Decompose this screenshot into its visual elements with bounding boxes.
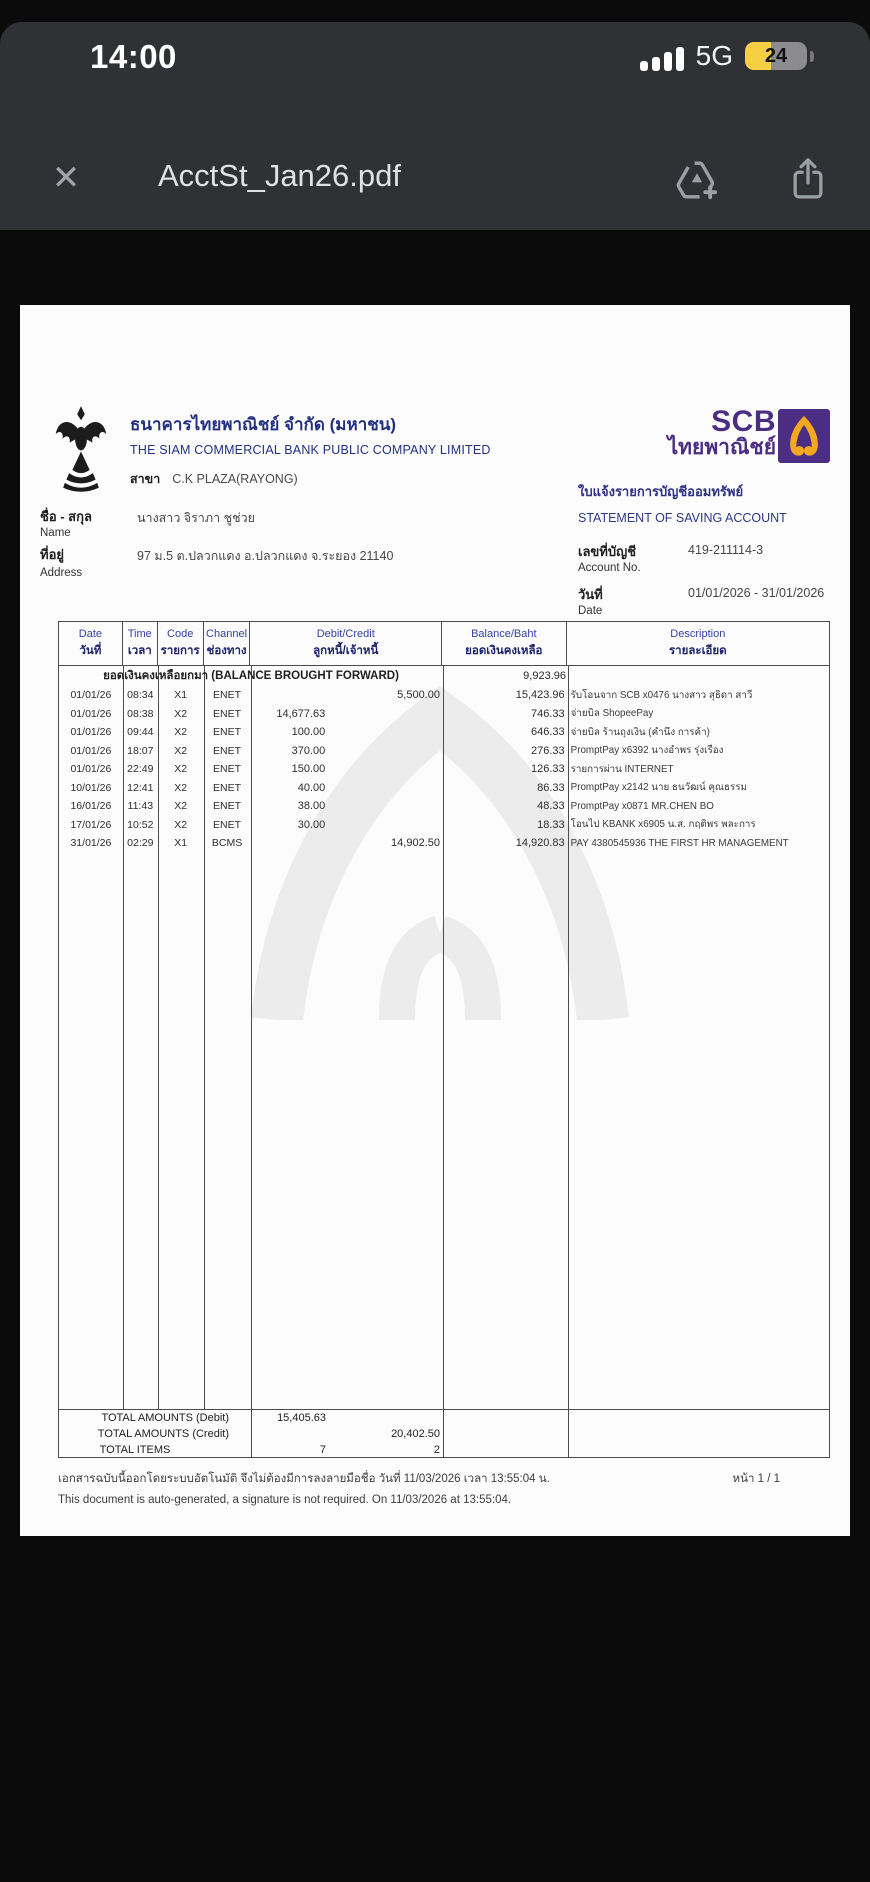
signal-bars-icon [640,41,684,71]
pdf-title: AcctSt_Jan26.pdf [158,158,401,193]
table-header: Date วันที่ Time เวลา Code รายการ Channel ช่องทาง Debit/Credit ลูกหนี้/เจ้าหนี้ Balance/Baht ยอดเงินคงเหลือ Description รายละเอียด [59,622,829,666]
address-label-en: Address [40,567,83,579]
bank-name-en: THE SIAM COMMERCIAL BANK PUBLIC COMPANY LIMITED [130,443,491,457]
battery-nub [810,51,814,62]
page-number: หน้า 1 / 1 [732,1473,780,1485]
branch-value: C.K PLAZA(RAYONG) [172,472,298,486]
share-icon[interactable] [785,154,831,204]
table-body [59,666,829,1409]
footer-note-en: This document is auto-generated, a signature is not required. On 11/03/2026 at 13:55:04. [58,1494,512,1506]
account-label-th: เลขที่บัญชี [578,544,637,559]
name-label-th: ชื่อ - สกุล [40,509,92,524]
table-row: 01/01/26 22:49 X2 ENET 150.00 126.33 รายการผ่าน INTERNET [70,763,674,776]
total-items-row: TOTAL ITEMS 7 2 [99,1444,440,1456]
table-row: 01/01/26 18:07 X2 ENET 370.00 276.33 PromptPay x6392 นางอำพร รุ่งเรือง [70,744,724,757]
transactions-table [58,621,830,1458]
table-row: 01/01/26 08:34 X1 ENET 5,500.00 15,423.96 รับโอนจาก SCB x0476 นางสาว สุธิดา สาวี [70,689,753,702]
name-label-en: Name [40,527,71,539]
scb-wordmark: SCB ไทยพาณิชย์ [667,405,776,459]
close-icon[interactable]: ✕ [51,159,81,197]
table-row: 10/01/26 12:41 X2 ENET 40.00 86.33 PromptPay x2142 นาย ธนวัฒน์ คุณธรรม [70,781,747,794]
footer-note-th: เอกสารฉบับนี้ออกโดยระบบอัตโนมัติ จึงไม่ต้องมีการลงลายมือชื่อ วันที่ 11/03/2026 เวลา 13:55:04 น. [58,1473,550,1485]
garuda-emblem-icon [54,403,108,499]
battery-icon [745,42,807,70]
pdf-viewer-chrome [0,22,870,230]
table-row: 16/01/26 11:43 X2 ENET 38.00 48.33 PromptPay x0871 MR.CHEN BO [70,800,714,813]
statement-title-th: ใบแจ้งรายการบัญชีออมทรัพย์ [578,484,744,499]
total-debit-row: TOTAL AMOUNTS (Debit) 15,405.63 [101,1412,326,1424]
address-value: 97 ม.5 ต.ปลวกแดง อ.ปลวกแดง จ.ระยอง 21140 [137,549,394,563]
total-credit-row: TOTAL AMOUNTS (Credit) 20,402.50 [97,1428,440,1440]
bank-name-th: ธนาคารไทยพาณิชย์ จำกัด (มหาชน) [130,415,397,434]
table-rows [59,666,829,853]
name-value: นางสาว จิราภา ชูช่วย [137,511,255,525]
statement-title-en: STATEMENT OF SAVING ACCOUNT [578,511,787,525]
scb-logo-icon [778,409,830,463]
branch-row [130,469,298,489]
address-label-th: ที่อยู่ [40,547,64,562]
table-row: 31/01/26 02:29 X1 BCMS 14,902.50 14,920.83 PAY 4380545936 THE FIRST HR MANAGEMENT [70,837,789,850]
balance-brought-forward-row: ยอดเงินคงเหลือยกมา (BALANCE BROUGHT FORWARD) 9,923.96 [103,670,566,682]
table-row: 01/01/26 09:44 X2 ENET 100.00 646.33 จ่ายบิล ร้านถุงเงิน (คำนึง การค้า) [70,726,710,739]
period-label-th: วันที่ [578,587,603,602]
battery-percent: 24 [764,44,788,67]
add-to-drive-icon[interactable] [673,156,721,204]
period-label-en: Date [578,605,603,617]
table-totals [59,1409,829,1457]
branch-label: สาขา [130,472,161,486]
table-row: 17/01/26 10:52 X2 ENET 30.00 18.33 โอนไป KBANK x6905 น.ส. กฤติพร พละการ [70,818,756,831]
table-row: 01/01/26 08:38 X2 ENET 14,677.63 746.33 จ่ายบิล ShopeePay [70,707,654,720]
status-indicators [640,40,814,72]
period-value: 01/01/2026 - 31/01/2026 [688,586,825,600]
statement-page [20,305,850,1536]
status-time: 14:00 [90,38,177,75]
account-value: 419-211114-3 [688,543,764,557]
account-label-en: Account No. [578,562,641,574]
network-type: 5G [695,40,733,71]
